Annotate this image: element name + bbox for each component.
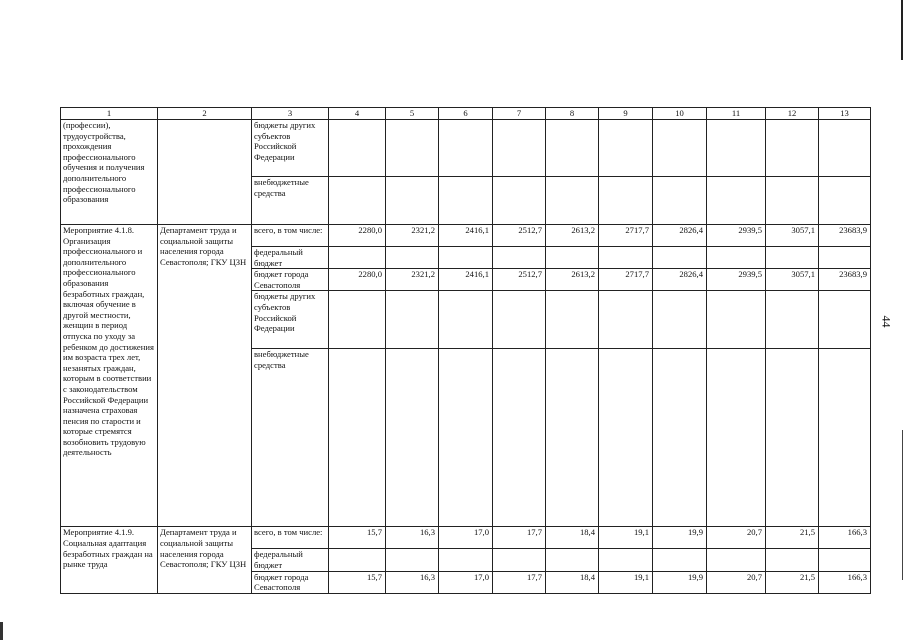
value-cell: 19,1 xyxy=(599,527,653,549)
budget-table xyxy=(60,107,871,594)
table-row xyxy=(61,225,871,247)
value-cell: 23683,9 xyxy=(819,225,871,247)
value-cell: 17,7 xyxy=(493,571,546,593)
value-cell: 2512,7 xyxy=(493,269,546,291)
value-cell: 17,0 xyxy=(439,527,493,549)
source-label: федеральный бюджет xyxy=(252,247,329,269)
col-header: 2 xyxy=(158,108,252,120)
source-label: всего, в том числе: xyxy=(252,527,329,549)
value-cell: 16,3 xyxy=(386,571,439,593)
value-cell: 2717,7 xyxy=(599,269,653,291)
col-header: 3 xyxy=(252,108,329,120)
value-cell: 20,7 xyxy=(707,527,766,549)
source-label: федеральный бюджет xyxy=(252,549,329,571)
value-cell: 2280,0 xyxy=(329,269,386,291)
source-label: бюджеты других субъектов Российской Федерации xyxy=(252,120,329,177)
value-cell: 2321,2 xyxy=(386,225,439,247)
value-cell: 15,7 xyxy=(329,571,386,593)
col-header: 11 xyxy=(707,108,766,120)
executor-cell: Департамент труда и социальной защиты населения города Севастополя; ГКУ ЦЗН xyxy=(158,527,252,593)
value-cell: 2826,4 xyxy=(653,225,707,247)
value-cell: 17,7 xyxy=(493,527,546,549)
value-cell: 21,5 xyxy=(766,527,819,549)
col-header: 13 xyxy=(819,108,871,120)
col-header: 6 xyxy=(439,108,493,120)
value-cell: 3057,1 xyxy=(766,225,819,247)
value-cell: 18,4 xyxy=(546,527,599,549)
executor-cell xyxy=(158,120,252,225)
scan-edge-mark xyxy=(0,622,3,640)
table-row xyxy=(61,527,871,549)
value-cell: 2512,7 xyxy=(493,225,546,247)
value-cell: 2717,7 xyxy=(599,225,653,247)
col-header: 10 xyxy=(653,108,707,120)
value-cell: 20,7 xyxy=(707,571,766,593)
value-cell: 16,3 xyxy=(386,527,439,549)
value-cell: 2321,2 xyxy=(386,269,439,291)
scan-edge-mark xyxy=(901,0,903,60)
value-cell: 21,5 xyxy=(766,571,819,593)
value-cell: 15,7 xyxy=(329,527,386,549)
activity-description: Мероприятие 4.1.9. Социальная адаптация безработных граждан на рынке труда xyxy=(61,527,158,593)
table-row xyxy=(61,120,871,177)
executor-cell: Департамент труда и социальной защиты населения города Севастополя; ГКУ ЦЗН xyxy=(158,225,252,527)
value-cell: 3057,1 xyxy=(766,269,819,291)
scan-edge-mark xyxy=(902,430,903,580)
col-header: 7 xyxy=(493,108,546,120)
col-header: 5 xyxy=(386,108,439,120)
value-cell: 19,9 xyxy=(653,571,707,593)
source-label: внебюджетные средства xyxy=(252,177,329,225)
value-cell: 2613,2 xyxy=(546,225,599,247)
value-cell: 2613,2 xyxy=(546,269,599,291)
value-cell: 2280,0 xyxy=(329,225,386,247)
source-label: внебюджетные средства xyxy=(252,349,329,527)
source-label: бюджеты других субъектов Российской Федерации xyxy=(252,291,329,349)
activity-description: Мероприятие 4.1.8. Организация профессионального и дополнительного профессионального образования безработных граждан, включая обучение в другой местности, женщин в период отпуска по уходу за ребенком до достижения им возраста трех лет, незанятых граждан, которым в соответствии с законодательством Российской Федерации назначена страховая пенсия по старости и которые стремятся возобновить трудовую деятельность xyxy=(61,225,158,527)
source-label: всего, в том числе: xyxy=(252,225,329,247)
source-label: бюджет города Севастополя xyxy=(252,269,329,291)
value-cell: 17,0 xyxy=(439,571,493,593)
value-cell: 166,3 xyxy=(819,571,871,593)
header-row xyxy=(61,108,871,120)
value-cell: 18,4 xyxy=(546,571,599,593)
value-cell: 2826,4 xyxy=(653,269,707,291)
value-cell: 23683,9 xyxy=(819,269,871,291)
value-cell: 19,9 xyxy=(653,527,707,549)
value-cell: 2939,5 xyxy=(707,269,766,291)
col-header: 12 xyxy=(766,108,819,120)
col-header: 4 xyxy=(329,108,386,120)
activity-description: (профессии), трудоустройства, прохождения профессионального обучения и получения дополнительного профессионального образования xyxy=(61,120,158,225)
col-header: 1 xyxy=(61,108,158,120)
value-cell: 2416,1 xyxy=(439,225,493,247)
value-cell: 19,1 xyxy=(599,571,653,593)
value-cell: 2939,5 xyxy=(707,225,766,247)
source-label: бюджет города Севастополя xyxy=(252,571,329,593)
page-number: 44 xyxy=(879,315,894,328)
value-cell: 2416,1 xyxy=(439,269,493,291)
value-cell: 166,3 xyxy=(819,527,871,549)
budget-table-page xyxy=(60,107,870,594)
col-header: 9 xyxy=(599,108,653,120)
col-header: 8 xyxy=(546,108,599,120)
